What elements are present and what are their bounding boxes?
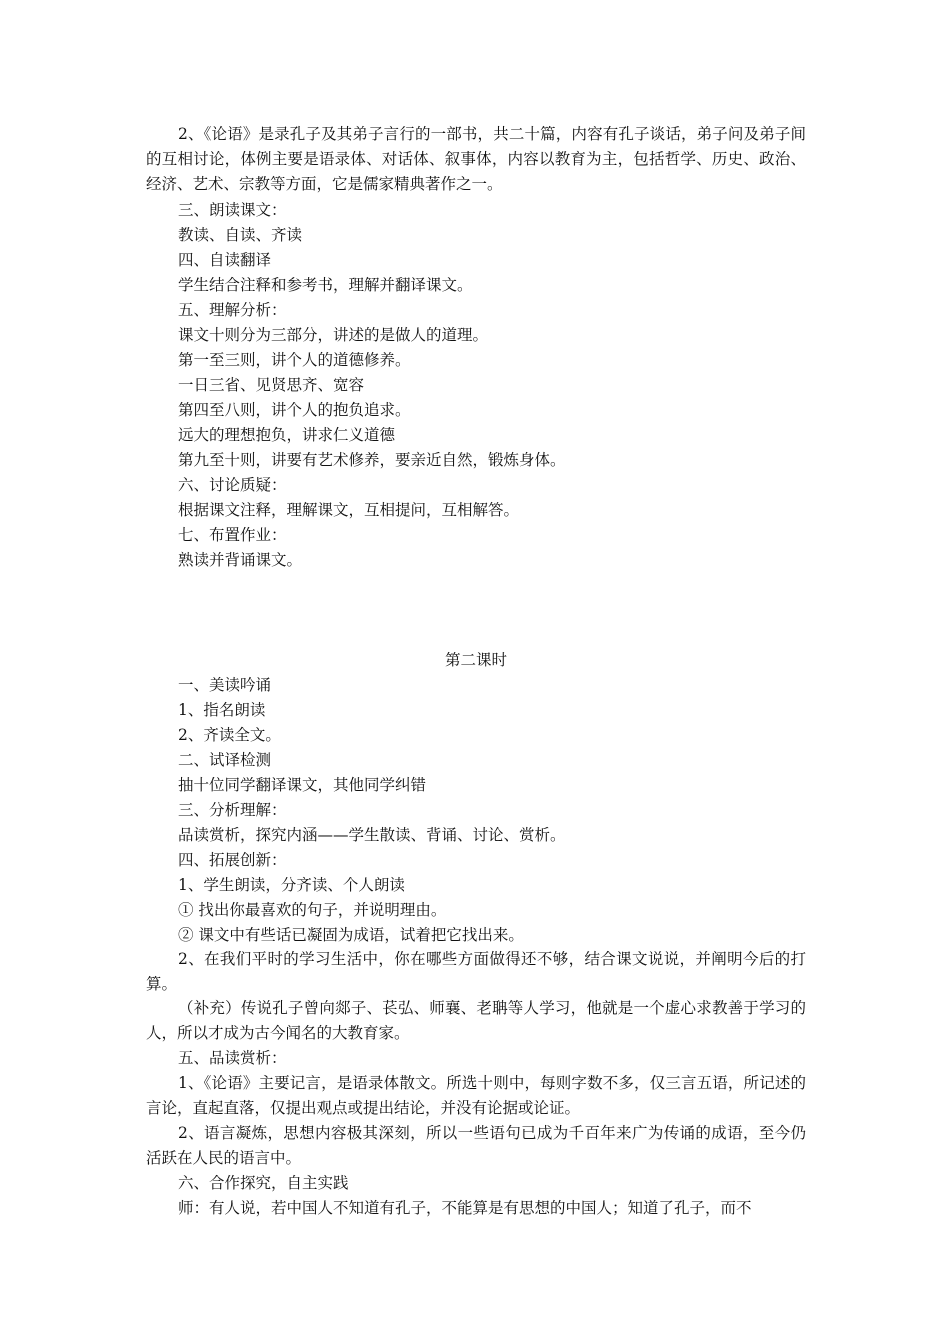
- text-line: 2、齐读全文。: [178, 726, 281, 744]
- heading-read-aloud: 三、朗读课文：: [178, 201, 287, 219]
- paragraph-appreciation-1: 1、《论语》主要记言，是语录体散文。所选十则中，每则字数不多，仅三言五语，所记述的言论，直起直落，仅提出观点或提出结论，并没有论据或论证。: [146, 1074, 806, 1117]
- paragraph-teacher: 师：有人说，若中国人不知道有孔子，不能算是有思想的中国人；知道了孔子，而不: [178, 1199, 752, 1217]
- text-line: 熟读并背诵课文。: [178, 551, 303, 569]
- heading-self-translate: 四、自读翻译: [178, 251, 272, 269]
- text-line: ① 找出你最喜欢的句子，并说明理由。: [178, 901, 447, 919]
- heading-analysis: 三、分析理解：: [178, 801, 287, 819]
- heading-appreciation: 五、品读赏析：: [178, 1049, 287, 1067]
- heading-understand: 五、理解分析：: [178, 301, 287, 319]
- paragraph-appreciation-2: 2、语言凝炼，思想内容极其深刻，所以一些语句已成为千百年来广为传诵的成语，至今仍活跃在人民的语言中。: [146, 1124, 806, 1167]
- heading-recite: 一、美读吟诵: [178, 676, 272, 694]
- text-line: 学生结合注释和参考书，理解并翻译课文。: [178, 276, 473, 294]
- paragraph-supplement: （补充）传说孔子曾向郯子、苌弘、师襄、老聃等人学习，他就是一个虚心求教善于学习的人，所以才成为古今闻名的大教育家。: [146, 999, 806, 1042]
- text-line: ② 课文中有些话已凝固为成语，试着把它找出来。: [178, 926, 524, 944]
- text-line: 1、指名朗读: [178, 701, 266, 719]
- text-line: 1、学生朗读，分齐读、个人朗读: [178, 876, 405, 894]
- text-line: 远大的理想抱负，讲求仁义道德: [178, 426, 396, 444]
- text-line: 第九至十则，讲要有艺术修养，要亲近自然，锻炼身体。: [178, 451, 566, 469]
- heading-extension: 四、拓展创新：: [178, 851, 287, 869]
- text-line: 品读赏析，探究内涵——学生散读、背诵、讨论、赏析。: [178, 826, 566, 844]
- paragraph-lunyu-intro: 2、《论语》是录孔子及其弟子言行的一部书，共二十篇，内容有孔子谈话，弟子问及弟子间的互相讨论，体例主要是语录体、对话体、叙事体，内容以教育为主，包括哲学、历史、政治、经济、艺术、宗教等方面，它是儒家精典著作之一。: [146, 125, 806, 193]
- text-line: 一日三省、见贤思齐、宽容: [178, 376, 365, 394]
- text-line: 课文十则分为三部分，讲述的是做人的道理。: [178, 326, 489, 344]
- text-line: 根据课文注释，理解课文，互相提问，互相解答。: [178, 501, 520, 519]
- text-line: 抽十位同学翻译课文，其他同学纠错: [178, 776, 427, 794]
- paragraph-study-life: 2、在我们平时的学习生活中，你在哪些方面做得还不够，结合课文说说，并阐明今后的打算。: [146, 950, 806, 993]
- text-line: 第一至三则，讲个人的道德修养。: [178, 351, 411, 369]
- heading-homework: 七、布置作业：: [178, 526, 287, 544]
- heading-translation-test: 二、试译检测: [178, 751, 272, 769]
- text-line: 教读、自读、齐读: [178, 226, 303, 244]
- text-line: 第四至八则，讲个人的抱负追求。: [178, 401, 411, 419]
- heading-discuss: 六、讨论质疑：: [178, 476, 287, 494]
- section-title-second-lesson: 第二课时: [444, 651, 507, 669]
- heading-cooperation: 六、合作探究，自主实践: [178, 1174, 349, 1192]
